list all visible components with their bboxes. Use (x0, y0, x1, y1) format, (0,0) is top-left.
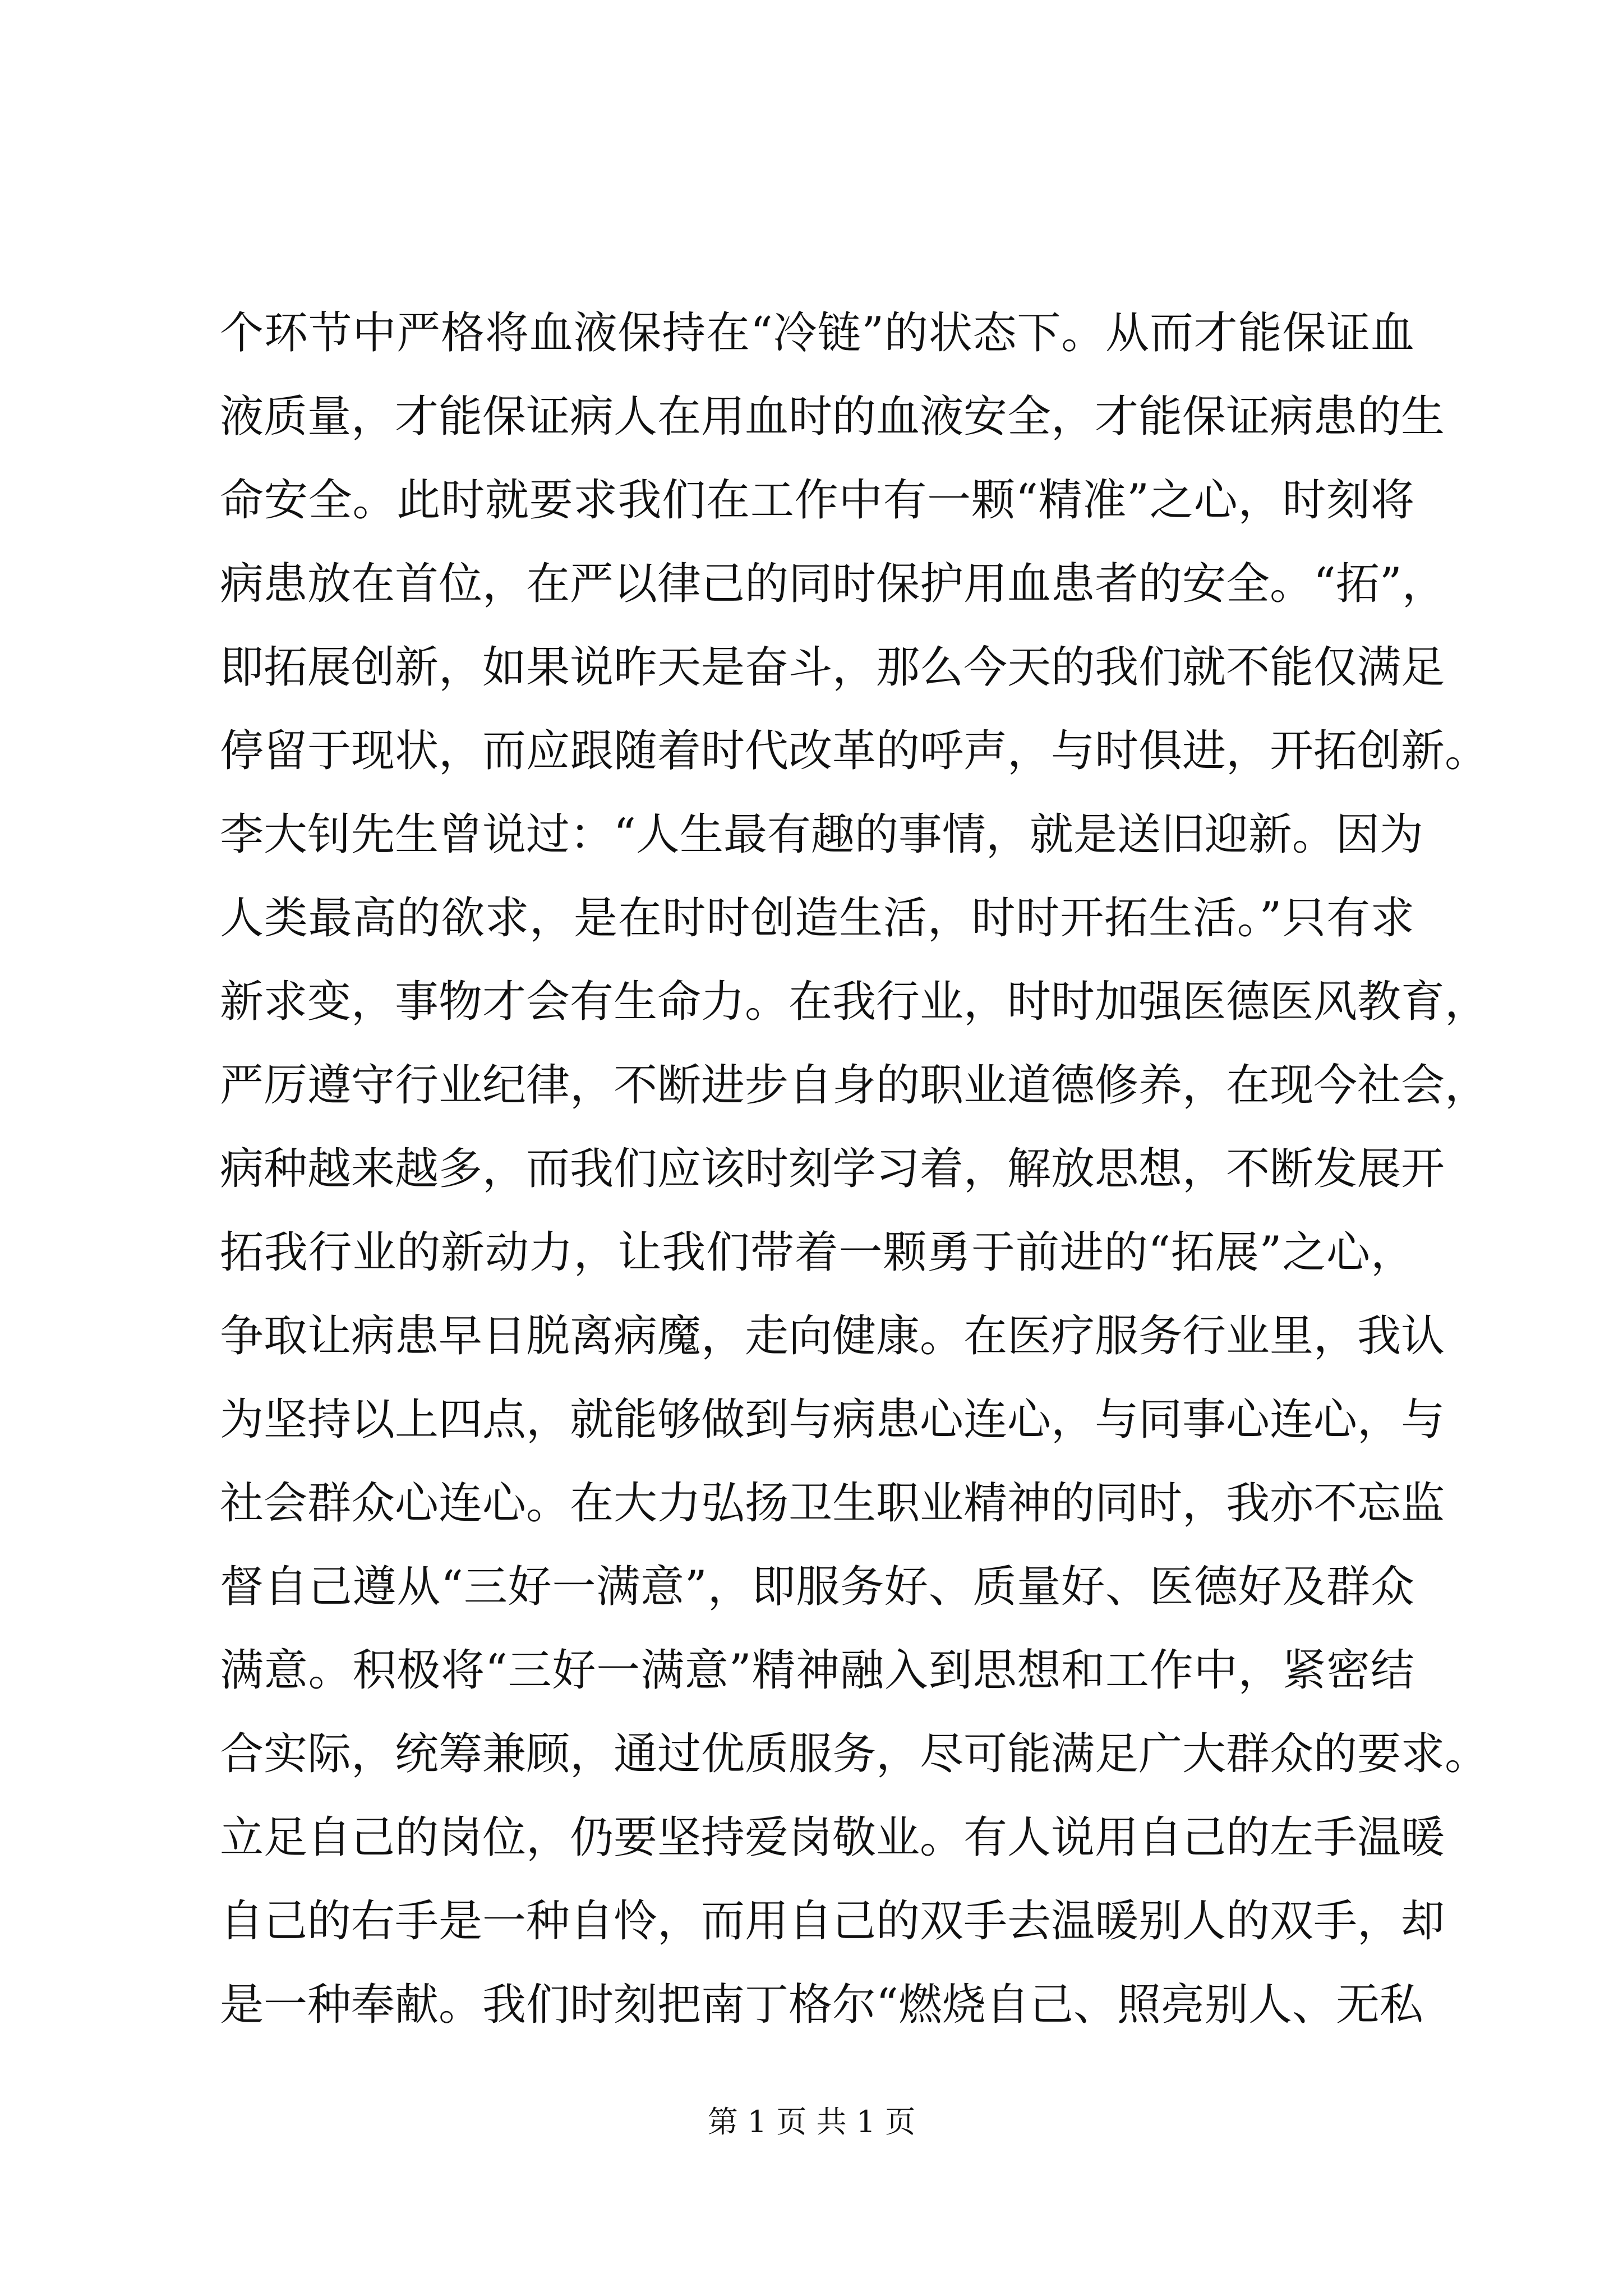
body-text (220, 292, 1489, 2047)
text-line: 新求变，事物才会有生命力。在我行业，时时加强医德医风教育， (220, 977, 1489, 1027)
text-line: 拓我行业的新动力，让我们带着一颗勇于前进的“拓展”之心， (220, 1227, 1414, 1278)
text-line: 李大钊先生曾说过：“人生最有趣的事情，就是送旧迎新。因为 (220, 809, 1423, 860)
text-line: 命安全。此时就要求我们在工作中有一颗“精准”之心，时刻将 (220, 475, 1414, 526)
text-line: 立足自己的岗位，仍要坚持爱岗敬业。有人说用自己的左手温暖 (220, 1812, 1445, 1863)
text-line: 病种越来越多，而我们应该时刻学习着，解放思想，不断发展开 (220, 1144, 1445, 1194)
text-line: 停留于现状，而应跟随着时代改革的呼声，与时俱进，开拓创新。 (220, 726, 1489, 776)
text-line: 满意。积极将“三好一满意”精神融入到思想和工作中，紧密结 (220, 1645, 1414, 1696)
text-line: 争取让病患早日脱离病魔，走向健康。在医疗服务行业里，我认 (220, 1311, 1445, 1361)
text-line: 合实际，统筹兼顾，通过优质服务，尽可能满足广大群众的要求。 (220, 1729, 1489, 1779)
text-line: 是一种奉献。我们时刻把南丁格尔“燃烧自己、照亮别人、无私 (220, 1980, 1423, 2030)
page-footer: 第 1 页 共 1 页 (707, 2104, 916, 2139)
text-line: 严厉遵守行业纪律，不断进步自身的职业道德修养，在现今社会， (220, 1060, 1489, 1111)
text-line: 即拓展创新，如果说昨天是奋斗，那么今天的我们就不能仅满足 (220, 642, 1445, 693)
text-line: 液质量，才能保证病人在用血时的血液安全，才能保证病患的生 (220, 392, 1445, 442)
text-line: 督自己遵从“三好一满意”，即服务好、质量好、医德好及群众 (220, 1562, 1414, 1612)
text-line: 为坚持以上四点，就能够做到与病患心连心，与同事心连心，与 (220, 1395, 1445, 1445)
text-line: 个环节中严格将血液保持在“冷链”的状态下。从而才能保证血 (220, 308, 1414, 358)
text-line: 病患放在首位，在严以律己的同时保护用血患者的安全。“拓”， (220, 559, 1446, 609)
text-line: 自己的右手是一种自怜，而用自己的双手去温暖别人的双手，却 (220, 1896, 1445, 1947)
text-line: 人类最高的欲求，是在时时创造生活，时时开拓生活。”只有求 (220, 893, 1414, 944)
text-line: 社会群众心连心。在大力弘扬卫生职业精神的同时，我亦不忘监 (220, 1478, 1445, 1529)
